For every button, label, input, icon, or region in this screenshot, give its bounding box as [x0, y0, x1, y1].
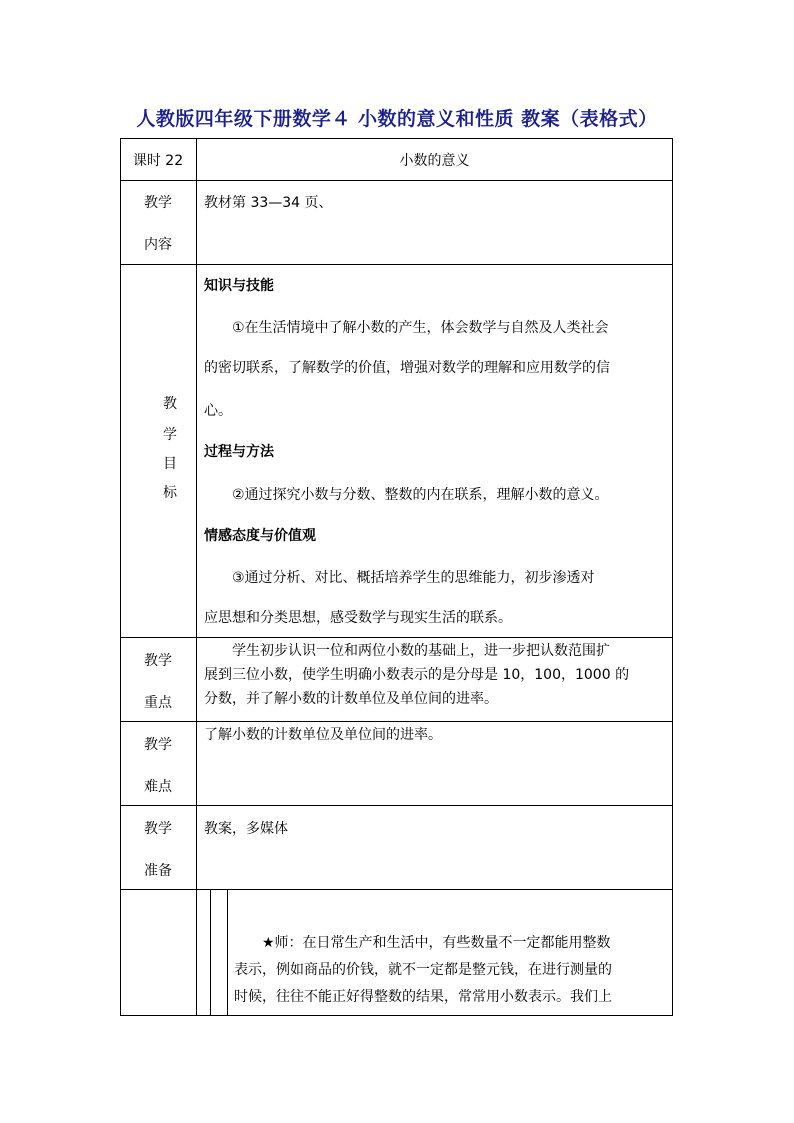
- knowledge-line-1: ①在生活情境中了解小数的产生，体会数学与自然及人类社会: [232, 320, 609, 336]
- key-points-line-1: 学生初步认识一位和两位小数的基础上，进一步把认数范围扩: [232, 643, 610, 659]
- row-divider-6: [120, 889, 673, 890]
- key-points-line-3: 分数，并了解小数的计数单位及单位间的进率。: [204, 691, 498, 707]
- key-points-line-2: 展到三位小数，使学生明确小数表示的是分母是 10，100，1000 的: [204, 667, 630, 683]
- table-border-bottom: [120, 1015, 673, 1016]
- row-divider-5: [120, 805, 673, 806]
- row-divider-4: [120, 721, 673, 722]
- difficulties-text: 了解小数的计数单位及单位间的进率。: [204, 727, 442, 743]
- row-divider-2: [120, 264, 673, 265]
- key-points-label-line1: 教学: [144, 653, 172, 669]
- lesson-number: 课时 22: [132, 153, 184, 169]
- process-method-line-1: ②通过探究小数与分数、整数的内在联系，理解小数的意义。: [232, 487, 609, 503]
- emotion-line-2: 应思想和分类思想，感受数学与现实生活的联系。: [204, 610, 512, 626]
- content-label-line2: 内容: [144, 237, 172, 253]
- process-inner-divider-1: [210, 889, 211, 1016]
- document-title: 人教版四年级下册数学４ 小数的意义和性质 教案（表格式）: [136, 108, 658, 130]
- table-border-left: [120, 138, 121, 1016]
- process-inner-divider-2: [227, 889, 228, 1016]
- process-line-2: 表示，例如商品的价钱，就不一定都是整元钱，在进行测量的: [234, 962, 612, 978]
- difficulties-label-line2: 难点: [144, 779, 172, 795]
- table-border-top: [120, 138, 673, 139]
- table-border-right: [672, 138, 673, 1016]
- objectives-label-char-3: 目: [163, 456, 177, 472]
- row-divider-3: [120, 637, 673, 638]
- difficulties-label-line1: 教学: [144, 737, 172, 753]
- process-line-3: 时候，往往不能正好得整数的结果，常常用小数表示。我们上: [234, 989, 612, 1005]
- emotion-heading: 情感态度与价值观: [204, 528, 316, 544]
- preparation-label-line2: 准备: [144, 863, 172, 879]
- knowledge-heading: 知识与技能: [204, 278, 274, 294]
- process-line-1: ★师：在日常生产和生活中，有些数量不一定都能用整数: [262, 935, 611, 951]
- objectives-label-char-4: 标: [163, 485, 177, 501]
- objectives-label-char-1: 教: [163, 396, 177, 412]
- key-points-label-line2: 重点: [144, 695, 172, 711]
- content-text: 教材第 33—34 页、: [204, 195, 333, 211]
- preparation-text: 教案，多媒体: [204, 821, 288, 837]
- knowledge-line-3: 心。: [204, 403, 232, 419]
- objectives-label-char-2: 学: [163, 427, 177, 443]
- knowledge-line-2: 的密切联系，了解数学的价值，增强对数学的理解和应用数学的信: [204, 360, 610, 376]
- preparation-label-line1: 教学: [144, 821, 172, 837]
- emotion-line-1: ③通过分析、对比、概括培养学生的思维能力，初步渗透对: [232, 570, 595, 586]
- row-divider-1: [120, 180, 673, 181]
- table-column-divider: [196, 138, 197, 1016]
- lesson-topic: 小数的意义: [399, 153, 470, 169]
- content-label-line1: 教学: [144, 195, 172, 211]
- process-method-heading: 过程与方法: [204, 444, 274, 460]
